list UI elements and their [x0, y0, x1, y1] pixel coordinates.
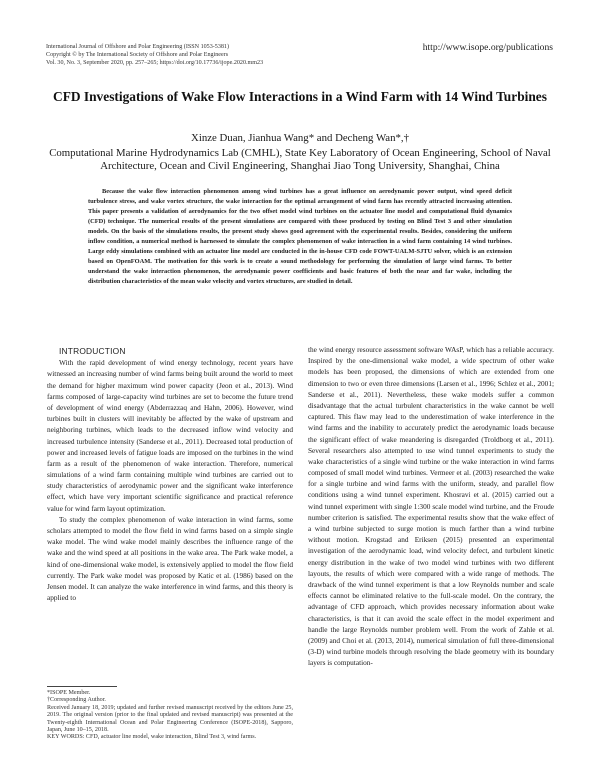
- journal-line: Copyright © by The International Society of Offshore and Polar Engineers: [46, 52, 229, 59]
- journal-info: [46, 43, 386, 68]
- section-heading-introduction: INTRODUCTION: [59, 346, 126, 356]
- footnote-member: *ISOPE Member.: [47, 690, 91, 696]
- journal-line[interactable]: Vol. 30, No. 3, September 2020, pp. 257–265; https://doi.org/10.17736/ijope.2020.mm23: [46, 60, 264, 67]
- journal-line: International Journal of Offshore and Polar Engineering (ISSN 1053-5381): [46, 44, 229, 50]
- footnote-corresponding: †Corresponding Author.: [47, 697, 106, 704]
- abstract: Because the wake flow interaction phenomenon among wind turbines has a great influence on aerodynamic power output, wind speed deficit turbulence stress, and wake vortex structure, the wake interaction for the optimal arrangement of wind farm has recently attracted increasing attention. This paper presents a validation of aerodynamics for the two offset model wind turbines on the actuator line model and computational fluid dynamics (CFD) technique. The numerical results of the present simulations are compared with those produced by testing on Blind Test 3 and other simulation models. On the basis of the simulations results, the present study shows good agreement with the experimental results. Besides, considering the uniform inflow condition, a numerical method is harnessed to simulate the complex phenomenon of wake interaction in a wind farm containing 14 wind turbines. Large eddy simulations combined with an actuator line model are conducted in the in-house CFD code FOWT-UALM-SJTU solver, which is an extension based on OpenFOAM. The motivation for this work is to create a sound methodology for performing the simulation of large wind farms. To better understand the wake interaction phenomenon, the aerodynamic power coefficients and basic features of both the near and far wake, including the distribution characteristics of the mean wake velocity and vortex structures, are studied in detail.: [88, 188, 512, 286]
- publisher-url-link[interactable]: http://www.isope.org/publications: [422, 42, 553, 53]
- body-paragraph: To study the complex phenomenon of wake interaction in wind farms, some scholars attempted to model the flow field in wind farms based on a simple single wake model. The wind wake model mainly describes the influence range of the wake and the wind speed at all positions in the wake area. The Park wake model, a kind of one-dimensional wake model, is extensively applied to model the flow field currently. The Park wake model was proposed by Katic et al. (1986) based on the Jensen model. It can analyze the wake interference in wind farms, and this theory is applied to: [47, 514, 293, 603]
- affiliation: Computational Marine Hydrodynamics Lab (CMHL), State Key Laboratory of Ocean Engineering, School of Naval Architecture, Ocean and Civil Engineering, Shanghai Jiao Tong University, Shanghai, China: [49, 147, 551, 173]
- footnote-received: Received January 18, 2019; updated and further revised manuscript received by the editors June 25, 2019. The original version (prior to the final updated and revised manuscript) was presented at the Twenty-eighth International Ocean and Polar Engineering Conference (ISOPE-2018), Sapporo, Japan, June 10–15, 2018.: [47, 704, 293, 734]
- body-column-left: [47, 346, 293, 603]
- paper-title: CFD Investigations of Wake Flow Interactions in a Wind Farm with 14 Wind Turbines: [53, 89, 547, 104]
- footnote-divider: [47, 686, 117, 687]
- footnote-keywords: KEY WORDS: CFD, actuator line model, wake interaction, Blind Test 3, wind farms.: [47, 734, 257, 741]
- body-paragraph: With the rapid development of wind energy technology, recent years have witnessed an increasing number of wind farms being built around the world to meet the demand for higher maximum wind power capacity (Jeon et al., 2013). Wind farms composed of large-capacity wind turbines are set to become the future trend of development of wind energy (Abderrazzaq and Hahn, 2006). However, wind turbines built in clusters will inevitably be affected by the wake of upstream and neighboring turbines, which leads to the decreased inflow wind velocity and increased turbulence intensity (Sanderse et al., 2011). Decreased total production of power and increased levels of fatigue loads are imposed on the turbines in the wind farm as a result of the phenomenon of wake interaction. Therefore, numerical simulations of a wind farm containing multiple wind turbines are carried out to study characteristics of aerodynamic power and the significant wake interference effect, which have very important scientific significance and practical reference value for wind farm layout optimization.: [47, 358, 293, 513]
- author-list: Xinze Duan, Jianhua Wang* and Decheng Wan*,†: [191, 132, 409, 144]
- footnotes: [47, 690, 293, 742]
- body-column-right: [308, 344, 554, 668]
- body-paragraph: the wind energy resource assessment software WAsP, which has a reliable accuracy. Inspired by the one-dimensional wake model, a wide spectrum of other wake models has been proposed, the dimensions of which are extended from one dimension to two or even three dimensions (Larsen et al., 1996; Schlez et al., 2001; Sanderse et al., 2011). Nevertheless, these wake models suffer a common disadvantage that the actual turbulent characteristics in the wake cannot be well captured. This flaw may lead to the underestimation of wake interference in the wind farms and the inability to accurately predict the aerodynamic loads because the significant effect of wake meandering is disregarded (Troldborg et al., 2011). Several researchers also attempted to use wind tunnel experiments to study the wake characteristics of a single wind turbine or the wake interaction in wind farms composed of small model wind turbines. Vermeer et al. (2003) researched the wake for a single turbine and wind farms with the uniform, steady, and parallel flow conditions using a wind tunnel experiment. Khosravi et al. (2015) carried out a wind tunnel experiment with single 1:300 scale model wind turbine, and the Froude number criterion is satisfied. The experimental results show that the wake effect of a wind turbine subjected to surge motion is much farther than a wind turbine without motion. Krogstad and Eriksen (2015) presented an experimental investigation of the aerodynamic load, wind velocity defect, and turbulent kinetic energy distribution in the wake of two model wind turbines with two different layouts, the results of which were compared with a wide range of methods. The drawback of the wind tunnel experiment is that a low Reynolds number and scale effects cannot be eliminated relative to the full-scale model. On the contrary, the advantage of CFD approach, which provides necessary information about wake characteristics, is that it can avoid the scale effect in the model experiment and handle the large Reynolds number problem well. From the work of Zahle et al. (2009) and Choi et al. (2013, 2014), numerical simulation of full three-dimensional (3-D) wind turbine models through resolving the blade geometry with its boundary layers is computation-: [308, 345, 554, 668]
